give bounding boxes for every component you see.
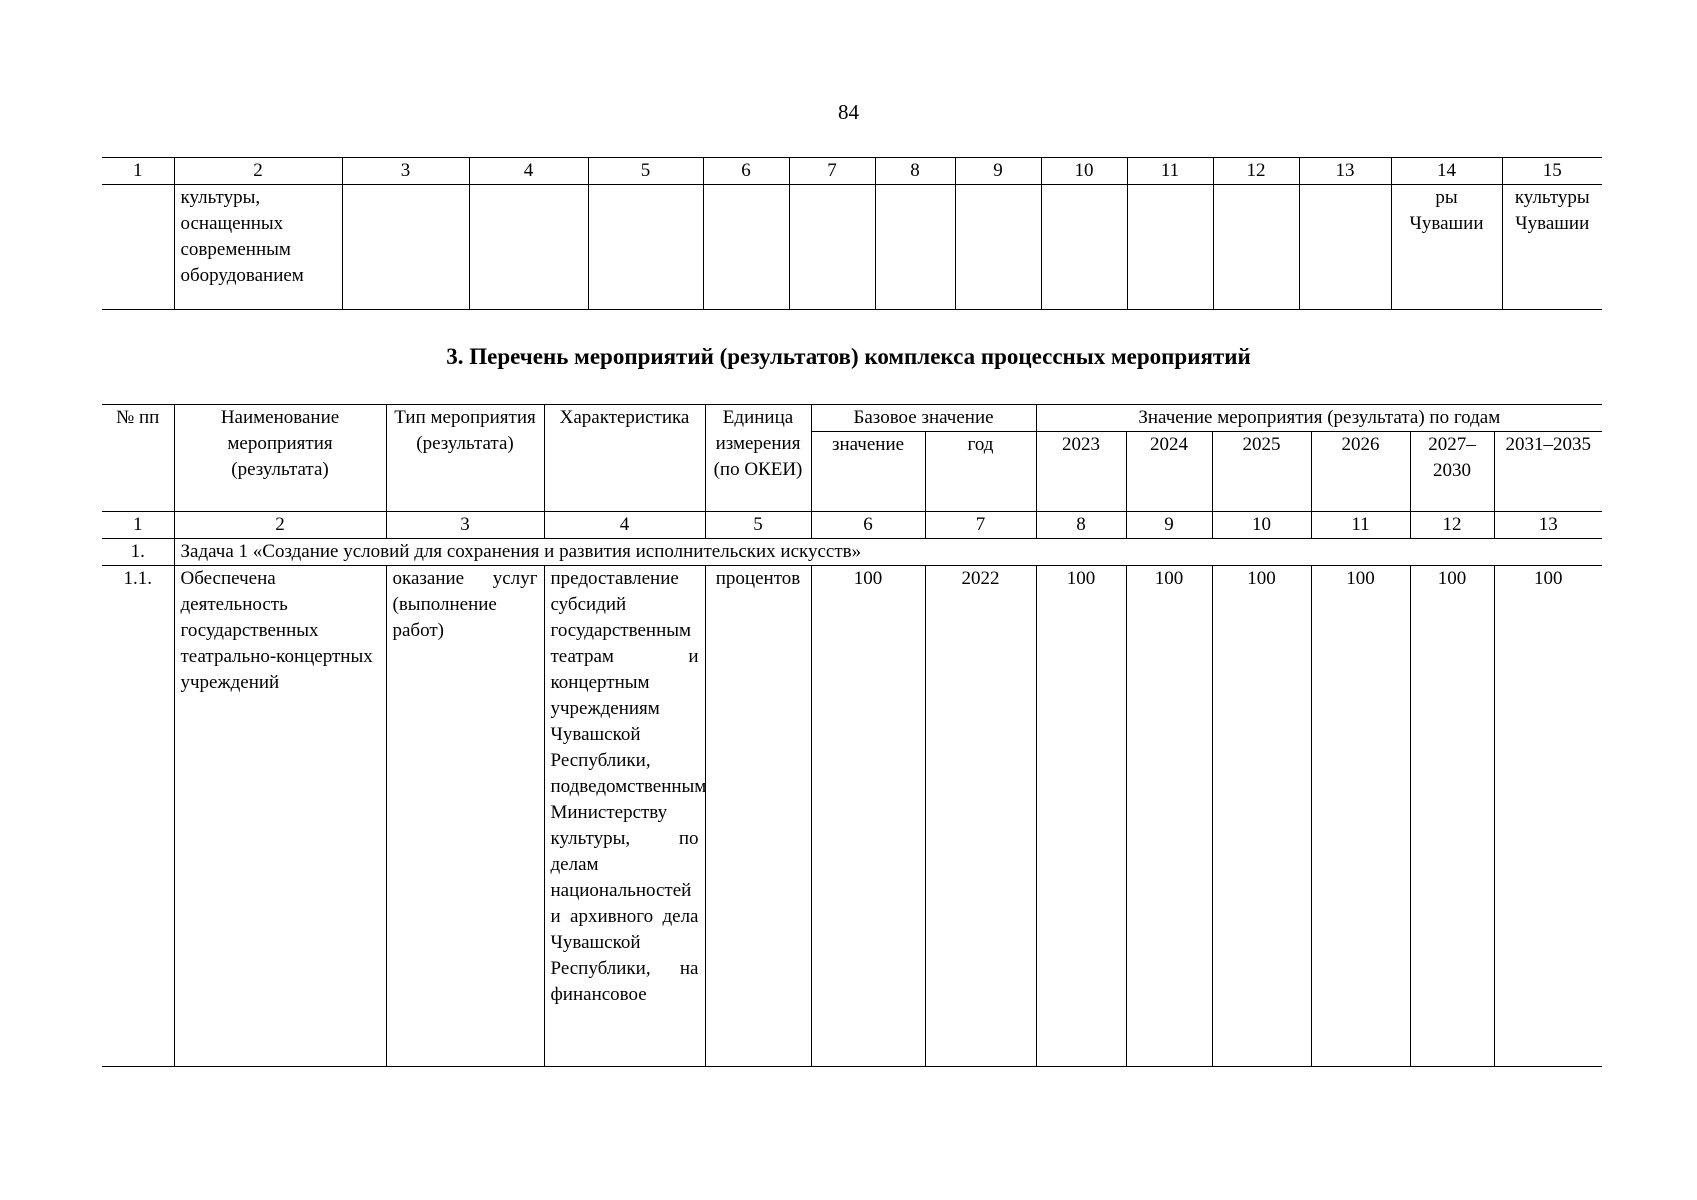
col-number: 3: [386, 512, 544, 539]
col-number: 8: [1036, 512, 1126, 539]
header-year: 2031–2035: [1494, 432, 1602, 512]
col-number: 11: [1311, 512, 1410, 539]
section-title: 3. Перечень мероприятий (результатов) комплекса процессных мероприятий: [446, 344, 1251, 369]
header-num: № пп: [102, 405, 174, 512]
header-base-value: значение: [811, 432, 925, 512]
col-number: 2: [174, 158, 342, 185]
task-title: Задача 1 «Создание условий для сохранения и развития исполнительских искусств»: [174, 539, 1602, 566]
item-year-value: 100: [1311, 566, 1410, 1067]
header-characteristic: Характеристика: [544, 405, 705, 512]
header-year: 2027–2030: [1410, 432, 1494, 512]
activities-table: [102, 404, 1602, 1067]
col-number: 10: [1212, 512, 1311, 539]
col-number: 4: [544, 512, 705, 539]
item-characteristic: предоставление субсидий государственным театрам и концертным учреждениям Чувашской Республики, подведомственным Министерству культуры, по делам национальностей и архивного дела Чувашской Республики, на финансовое: [544, 566, 705, 1067]
item-year-value: 100: [1036, 566, 1126, 1067]
item-base-value: 100: [811, 566, 925, 1067]
item-unit: процентов: [705, 566, 811, 1067]
col-number: 4: [469, 158, 588, 185]
col-number: 13: [1494, 512, 1602, 539]
header-year: 2024: [1126, 432, 1212, 512]
col-number: 3: [342, 158, 469, 185]
header-year: 2025: [1212, 432, 1311, 512]
item-num: 1.1.: [102, 566, 174, 1067]
col-number: 13: [1299, 158, 1391, 185]
header-type: Тип мероприятия (результата): [386, 405, 544, 512]
item-name: Обеспечена деятельность государственных театрально-концертных учреждений: [174, 566, 386, 1067]
column-number-row: [102, 158, 1602, 185]
col-number: 7: [925, 512, 1036, 539]
col-number: 5: [705, 512, 811, 539]
col-number: 7: [789, 158, 875, 185]
col-number: 1: [102, 512, 174, 539]
header-year: 2023: [1036, 432, 1126, 512]
column-number-row: [102, 512, 1602, 539]
header-row-1: [102, 405, 1602, 432]
col-number: 14: [1391, 158, 1502, 185]
col-number: 12: [1213, 158, 1299, 185]
col-number: 5: [588, 158, 703, 185]
item-year-value: 100: [1212, 566, 1311, 1067]
cell-responsible: культуры Чувашии: [1502, 185, 1602, 310]
cell-responsible: ры Чувашии: [1391, 185, 1502, 310]
item-year-value: 100: [1410, 566, 1494, 1067]
col-number: 2: [174, 512, 386, 539]
page-number: 84: [838, 100, 859, 124]
table-row: [102, 566, 1602, 1067]
header-name: Наименование мероприятия (результата): [174, 405, 386, 512]
item-year-value: 100: [1126, 566, 1212, 1067]
item-type: оказание услуг (выполнение работ): [386, 566, 544, 1067]
header-base-year: год: [925, 432, 1036, 512]
table-row: [102, 185, 1602, 310]
col-number: 9: [955, 158, 1041, 185]
cell-description: культуры, оснащенных современным оборудованием: [174, 185, 342, 310]
header-year: 2026: [1311, 432, 1410, 512]
task-row: [102, 539, 1602, 566]
col-number: 1: [102, 158, 174, 185]
header-unit: Единица измерения (по ОКЕИ): [705, 405, 811, 512]
col-number: 8: [875, 158, 955, 185]
header-years-group: Значение мероприятия (результата) по годам: [1036, 405, 1602, 432]
col-number: 6: [703, 158, 789, 185]
item-year-value: 100: [1494, 566, 1602, 1067]
item-base-year: 2022: [925, 566, 1036, 1067]
header-base: Базовое значение: [811, 405, 1036, 432]
col-number: 6: [811, 512, 925, 539]
col-number: 12: [1410, 512, 1494, 539]
continuation-table: [102, 157, 1602, 310]
task-num: 1.: [102, 539, 174, 566]
col-number: 9: [1126, 512, 1212, 539]
col-number: 15: [1502, 158, 1602, 185]
col-number: 11: [1127, 158, 1213, 185]
col-number: 10: [1041, 158, 1127, 185]
